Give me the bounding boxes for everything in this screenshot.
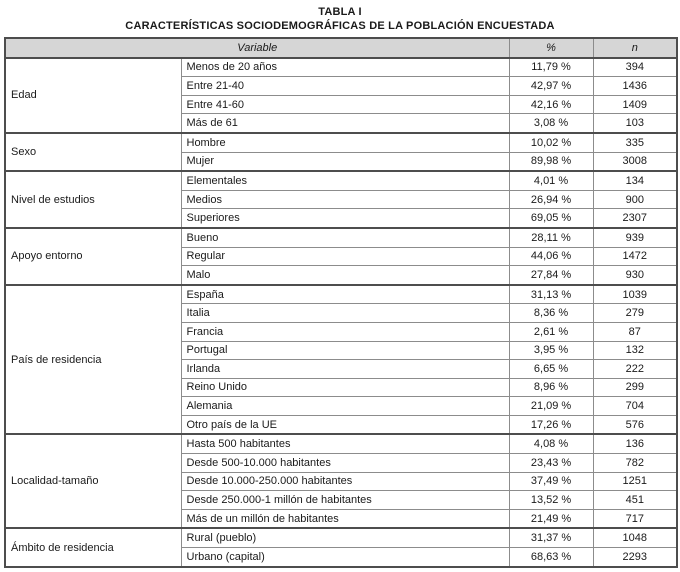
percent-cell: 21,49 % (509, 509, 593, 528)
category-cell: Desde 500-10.000 habitantes (181, 454, 509, 473)
category-cell: Desde 250.000-1 millón de habitantes (181, 491, 509, 510)
category-cell: Irlanda (181, 360, 509, 379)
header-percent: % (509, 38, 593, 58)
count-cell: 3008 (593, 152, 677, 171)
percent-cell: 42,16 % (509, 95, 593, 114)
table-row (5, 171, 677, 190)
percent-cell: 3,08 % (509, 114, 593, 133)
table-title (4, 5, 676, 33)
header-n: n (593, 38, 677, 58)
percent-cell: 69,05 % (509, 209, 593, 228)
category-cell: Medios (181, 190, 509, 209)
percent-cell: 26,94 % (509, 190, 593, 209)
percent-cell: 2,61 % (509, 322, 593, 341)
count-cell: 132 (593, 341, 677, 360)
percent-cell: 28,11 % (509, 228, 593, 247)
category-cell: Desde 10.000-250.000 habitantes (181, 472, 509, 491)
percent-cell: 37,49 % (509, 472, 593, 491)
count-cell: 222 (593, 360, 677, 379)
category-cell: España (181, 285, 509, 304)
percent-cell: 10,02 % (509, 133, 593, 152)
category-cell: Portugal (181, 341, 509, 360)
count-cell: 299 (593, 378, 677, 397)
percent-cell: 4,01 % (509, 171, 593, 190)
percent-cell: 68,63 % (509, 548, 593, 567)
table-title-line2: CARACTERÍSTICAS SOCIODEMOGRÁFICAS DE LA POBLACIÓN ENCUESTADA (125, 20, 555, 32)
category-cell: Entre 41-60 (181, 95, 509, 114)
percent-cell: 8,96 % (509, 378, 593, 397)
category-cell: Alemania (181, 397, 509, 416)
category-cell: Superiores (181, 209, 509, 228)
variable-group-label: Apoyo entorno (5, 228, 181, 285)
category-cell: Reino Unido (181, 378, 509, 397)
variable-group-label: País de residencia (5, 285, 181, 435)
category-cell: Elementales (181, 171, 509, 190)
percent-cell: 89,98 % (509, 152, 593, 171)
category-cell: Otro país de la UE (181, 415, 509, 434)
count-cell: 930 (593, 266, 677, 285)
count-cell: 900 (593, 190, 677, 209)
category-cell: Mujer (181, 152, 509, 171)
percent-cell: 23,43 % (509, 454, 593, 473)
count-cell: 1048 (593, 528, 677, 547)
category-cell: Entre 21-40 (181, 77, 509, 96)
table-header-row (5, 38, 677, 58)
percent-cell: 31,13 % (509, 285, 593, 304)
table-body (5, 58, 677, 567)
count-cell: 939 (593, 228, 677, 247)
variable-group-label: Edad (5, 58, 181, 133)
percent-cell: 11,79 % (509, 58, 593, 77)
table-row (5, 285, 677, 304)
percent-cell: 42,97 % (509, 77, 593, 96)
category-cell: Rural (pueblo) (181, 528, 509, 547)
percent-cell: 3,95 % (509, 341, 593, 360)
table-row (5, 434, 677, 453)
count-cell: 87 (593, 322, 677, 341)
percent-cell: 6,65 % (509, 360, 593, 379)
category-cell: Hombre (181, 133, 509, 152)
variable-group-label: Nivel de estudios (5, 171, 181, 228)
category-cell: Más de 61 (181, 114, 509, 133)
percent-cell: 44,06 % (509, 247, 593, 266)
count-cell: 451 (593, 491, 677, 510)
table-title-line1: TABLA I (318, 6, 362, 18)
percent-cell: 4,08 % (509, 434, 593, 453)
category-cell: Bueno (181, 228, 509, 247)
percent-cell: 21,09 % (509, 397, 593, 416)
count-cell: 394 (593, 58, 677, 77)
count-cell: 576 (593, 415, 677, 434)
category-cell: Italia (181, 304, 509, 323)
variable-group-label: Ámbito de residencia (5, 528, 181, 566)
count-cell: 717 (593, 509, 677, 528)
percent-cell: 8,36 % (509, 304, 593, 323)
category-cell: Hasta 500 habitantes (181, 434, 509, 453)
table-row (5, 228, 677, 247)
category-cell: Regular (181, 247, 509, 266)
count-cell: 704 (593, 397, 677, 416)
percent-cell: 13,52 % (509, 491, 593, 510)
category-cell: Malo (181, 266, 509, 285)
count-cell: 2293 (593, 548, 677, 567)
category-cell: Más de un millón de habitantes (181, 509, 509, 528)
percent-cell: 31,37 % (509, 528, 593, 547)
table-row (5, 58, 677, 77)
count-cell: 1472 (593, 247, 677, 266)
count-cell: 1039 (593, 285, 677, 304)
sociodemographics-table (4, 37, 678, 568)
category-cell: Francia (181, 322, 509, 341)
count-cell: 103 (593, 114, 677, 133)
percent-cell: 27,84 % (509, 266, 593, 285)
count-cell: 1251 (593, 472, 677, 491)
count-cell: 136 (593, 434, 677, 453)
count-cell: 279 (593, 304, 677, 323)
category-cell: Urbano (capital) (181, 548, 509, 567)
table-row (5, 133, 677, 152)
count-cell: 782 (593, 454, 677, 473)
header-variable: Variable (5, 38, 509, 58)
count-cell: 1409 (593, 95, 677, 114)
variable-group-label: Localidad-tamaño (5, 434, 181, 528)
category-cell: Menos de 20 años (181, 58, 509, 77)
count-cell: 335 (593, 133, 677, 152)
count-cell: 1436 (593, 77, 677, 96)
variable-group-label: Sexo (5, 133, 181, 171)
percent-cell: 17,26 % (509, 415, 593, 434)
count-cell: 134 (593, 171, 677, 190)
table-row (5, 528, 677, 547)
count-cell: 2307 (593, 209, 677, 228)
